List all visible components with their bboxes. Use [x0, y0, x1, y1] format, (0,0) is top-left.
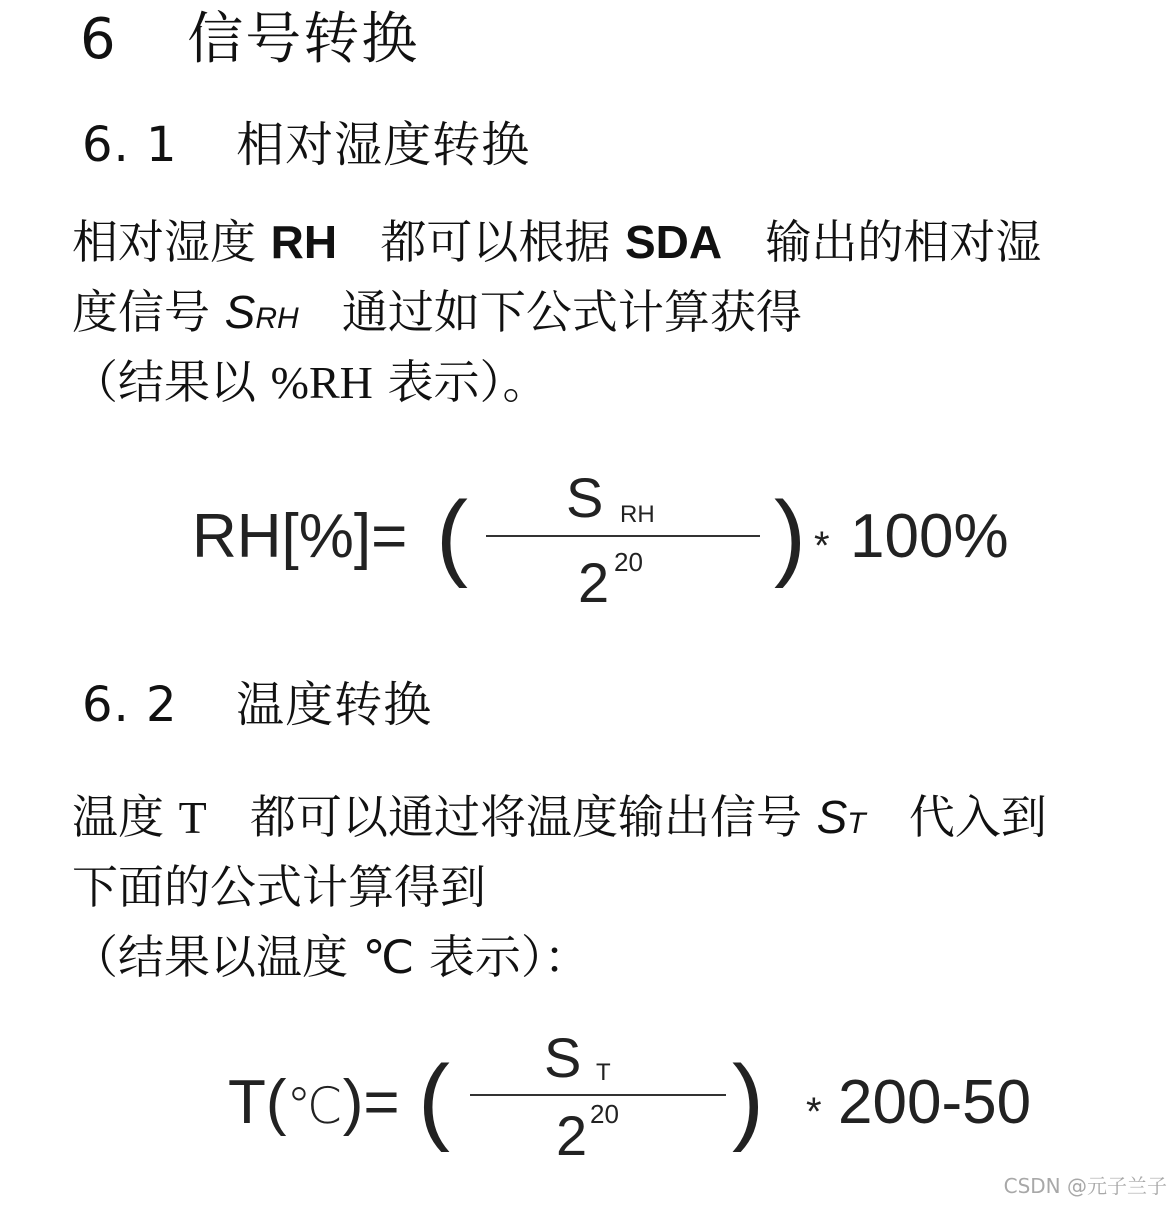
- temp-paragraph-line-1: [72, 787, 1047, 854]
- rh-text: 表示）。: [387, 355, 549, 409]
- subsection-heading-rh: [82, 114, 530, 176]
- temp-formula-denominator-exp: 20: [590, 1099, 619, 1129]
- section-number: 6: [80, 7, 118, 72]
- temp-formula-denominator: 2: [556, 1104, 588, 1167]
- section-title: 信号转换: [187, 7, 420, 72]
- rh-formula-numerator: S: [566, 466, 604, 529]
- srh-variable: [225, 286, 299, 338]
- rh-text: 度信号: [72, 285, 210, 339]
- temp-paragraph-line-3: [72, 927, 590, 988]
- temp-formula-numerator: S: [544, 1026, 582, 1089]
- temp-text: （结果以温度: [72, 930, 348, 984]
- rh-formula-lhs: RH[%]=: [192, 502, 408, 571]
- rh-paragraph-line-3: [72, 352, 548, 413]
- subsection-heading-temp: [82, 674, 432, 736]
- sda-symbol: SDA: [624, 216, 723, 268]
- st-variable: [817, 791, 866, 843]
- temp-text: 代入到: [908, 790, 1047, 844]
- subsection-number-rh: 6. 1: [82, 117, 178, 173]
- rh-formula-rhs: 100%: [850, 502, 1009, 571]
- rh-paragraph-line-2: [72, 282, 802, 349]
- rh-text: 相对湿度: [72, 215, 256, 269]
- temp-formula-lhs-unit: ℃: [286, 1077, 343, 1135]
- watermark: CSDN @元子兰子: [1003, 1174, 1167, 1198]
- rh-formula-denominator-exp: 20: [614, 547, 643, 577]
- subsection-title-temp: 温度转换: [236, 677, 433, 733]
- temp-symbol: T: [178, 792, 207, 843]
- rh-formula-star: *: [814, 524, 830, 568]
- subsection-number-temp: 6. 2: [82, 677, 178, 733]
- srh-variable-sub: RH: [255, 302, 299, 335]
- temp-text: 温度: [72, 790, 164, 844]
- rh-formula-open-paren: (: [436, 482, 468, 589]
- section-heading: [80, 4, 419, 76]
- rh-formula-numerator-sub: RH: [620, 501, 655, 528]
- temp-text: 都可以通过将温度输出信号: [249, 790, 802, 844]
- rh-symbol: RH: [270, 216, 338, 268]
- temp-formula-lhs-b: )=: [342, 1068, 400, 1137]
- temp-formula-close-paren: ): [732, 1046, 764, 1153]
- rh-formula-denominator: 2: [578, 551, 610, 614]
- temp-formula-rhs: 200-50: [838, 1068, 1032, 1137]
- rh-text: 都可以根据: [380, 215, 611, 269]
- temp-formula-numerator-sub: T: [596, 1059, 611, 1086]
- temp-formula-lhs: [228, 1068, 400, 1141]
- temp-text: 下面的公式计算得到: [72, 860, 486, 914]
- rh-formula-fraction-line: [486, 535, 760, 537]
- rh-text: 通过如下公式计算获得: [341, 285, 802, 339]
- rh-formula-close-paren: ): [774, 482, 806, 589]
- srh-variable-base: S: [224, 286, 256, 338]
- temp-formula-fraction-line: [470, 1094, 726, 1096]
- temp-formula-star: *: [806, 1090, 822, 1134]
- rh-paragraph-line-1: [72, 212, 1041, 272]
- st-variable-sub: T: [847, 807, 866, 840]
- subsection-title-rh: 相对湿度转换: [236, 117, 531, 173]
- rh-text: 输出的相对湿: [765, 215, 1042, 269]
- celsius-unit: ℃: [362, 932, 415, 983]
- temp-paragraph-line-2: [72, 857, 486, 917]
- temp-text: 表示）：: [428, 930, 590, 984]
- temp-formula-open-paren: (: [418, 1046, 450, 1153]
- rh-text: （结果以: [72, 355, 256, 409]
- st-variable-base: S: [816, 791, 848, 843]
- rh-unit: %RH: [270, 357, 373, 408]
- temp-formula-lhs-a: T(: [228, 1068, 287, 1137]
